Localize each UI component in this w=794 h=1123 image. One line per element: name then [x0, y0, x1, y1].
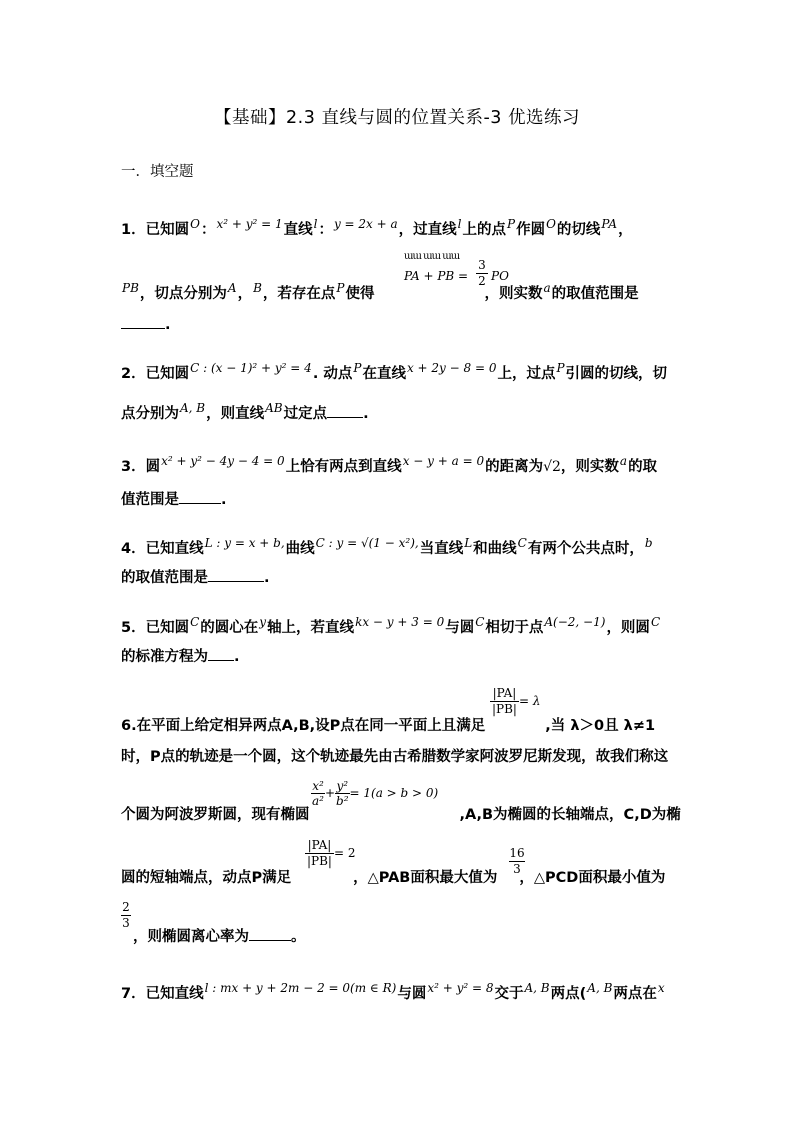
math: kx − y + 3 = 0 [355, 615, 445, 629]
math: C : (x − 1)² + y² = 4 [190, 361, 312, 375]
q3-line-2: 值范围是 . [121, 489, 227, 510]
math: PB [122, 281, 139, 295]
vector-equation-right: PO [491, 269, 509, 283]
math: x² + y² = 1 [216, 217, 283, 231]
math: C [190, 615, 200, 629]
math: l [313, 217, 318, 231]
math: x + 2y − 8 = 0 [406, 361, 497, 375]
math: a [619, 454, 628, 468]
answer-blank [179, 489, 221, 504]
q6-line-1: 6.在平面上给定相异两点A,B,设P点在同一平面上且满足 ,当 λ＞0且 λ≠1 [121, 718, 656, 734]
q5-line-2: 的标准方程为 . [121, 646, 240, 667]
fraction-two-thirds: 2 3 [122, 900, 130, 930]
math: C [475, 615, 485, 629]
math: P [336, 281, 345, 295]
math: y [259, 615, 267, 629]
math: A [227, 281, 237, 295]
fraction-three-halves: 3 2 [476, 258, 488, 289]
math: A, B [180, 401, 206, 415]
answer-blank [327, 403, 363, 418]
answer-blank [121, 314, 165, 329]
math: x² + y² = 8 [427, 981, 494, 995]
math: C [650, 615, 661, 629]
answer-blank [208, 646, 234, 661]
q6-line-5: ，则椭圆离心率为 。 [121, 926, 306, 947]
vector-equation-left: PA + PB = [404, 269, 469, 283]
math: y = 2x + a [333, 217, 398, 231]
math: O [190, 217, 200, 231]
math: P [556, 361, 565, 375]
ratio-fraction-lambda: $\frac{|PA|}{|PB|}$ = λ [492, 686, 541, 716]
q1-line-1: 1．已知圆$^O$：$^{x^2 + y^2 = 1}$直线$^l$：$^{y = 2x + a}$，过直线$^l$上的点$^P$作圆$^O$的切线$^{PA}$， [121, 217, 633, 238]
q3-line-1: 3．圆$^{x^2 + y^2 - 4y - 4 = 0}$上恰有两点到直线$^{x - y + a = 0}$的距离为√2，则实数$^a$的取 [121, 454, 658, 475]
math: P [353, 361, 362, 375]
page-title: 【基础】2.3 直线与圆的位置关系-3 优选练习 [214, 108, 580, 128]
q4-line-2: 的取值范围是 . [121, 567, 270, 588]
q1-line-2: $^{PB}$，切点分别为$^A$，$^B$，若存在点$^P$使得 ，则实数$^a$的取值范围是 [122, 281, 639, 302]
math: A(−2, −1) [544, 615, 606, 629]
q4-line-1: 4．已知直线$^{L : y = x + b,}$曲线$^{C : y = √(1 - x^2),}$当直线$^L$和曲线$^C$有两个公共点时，$^b$ [121, 536, 653, 557]
math: b [644, 536, 653, 550]
vector-marks: ɯɯ ɯɯ ɯɯ [404, 251, 460, 262]
q6-line-2: 时，P点的轨迹是一个圆，这个轨迹最先由古希腊数学家阿波罗尼斯发现，故我们称这 [121, 749, 669, 765]
math: A, B [587, 981, 613, 995]
math: L : y = x + b, [204, 536, 285, 550]
math: P [507, 217, 516, 231]
ellipse-equation: $\frac{\text{x²}}{\text{a²}}$ + $\frac{\text{y²}}{\text{b²}}$ = 1(a > b > 0) [312, 779, 439, 808]
math: x² + y² − 4y − 4 = 0 [161, 454, 285, 468]
q7-line-1: 7．已知直线$^{l : mx + y + 2m - 2 = 0(m \in R)}$与圆$^{x^2 + y^2 = 8}$交于$^{A, B}$两点($^{A, B}$两点在$^x$ [121, 981, 665, 1002]
math: x − y + a = 0 [402, 454, 485, 468]
q6-line-3: 个圆为阿波罗斯圆，现有椭圆 ,A,B为椭圆的长轴端点，C,D为椭 [121, 807, 681, 823]
math: AB [265, 401, 283, 415]
q2-line-2: 点分别为$^{A, B}$，则直线$^{AB}$过定点 . [121, 401, 369, 422]
math: l : mx + y + 2m − 2 = 0(m ∈ R) [204, 981, 397, 995]
math: C : y = √(1 − x²), [315, 536, 419, 550]
q1-line-3: . [121, 314, 171, 335]
q2-line-1: 2．已知圆$^{C : (x - 1)^2 + y^2 = 4}$. 动点$^P$在直线$^{x + 2y - 8 = 0}$上，过点$^P$引圆的切线，切 [121, 361, 668, 382]
math: C [517, 536, 527, 550]
math: √2 [543, 459, 561, 475]
math: O [546, 217, 556, 231]
fraction-sixteen-thirds: 16 3 [509, 846, 525, 876]
math: A, B [524, 981, 550, 995]
answer-blank [249, 926, 291, 941]
q6-line-4: 圆的短轴端点，动点P满足 ，△PAB面积最大值为 ，△PCD面积最小值为 [121, 870, 666, 886]
math: x [657, 981, 665, 995]
math: B [253, 281, 262, 295]
math: PA [601, 217, 618, 231]
ratio-fraction-two: $\frac{|PA|}{|PB|}$ = 2 [307, 838, 356, 868]
section-heading: 一．填空题 [121, 164, 194, 180]
math: L [464, 536, 473, 550]
q5-line-1: 5．已知圆$^C$的圆心在$^y$轴上，若直线$^{kx - y + 3 = 0}$与圆$^C$相切于点$^{A(-2, -1)}$，则圆$^C$ [121, 615, 661, 636]
answer-blank [208, 567, 264, 582]
math: l [457, 217, 462, 231]
math: a [543, 281, 551, 295]
